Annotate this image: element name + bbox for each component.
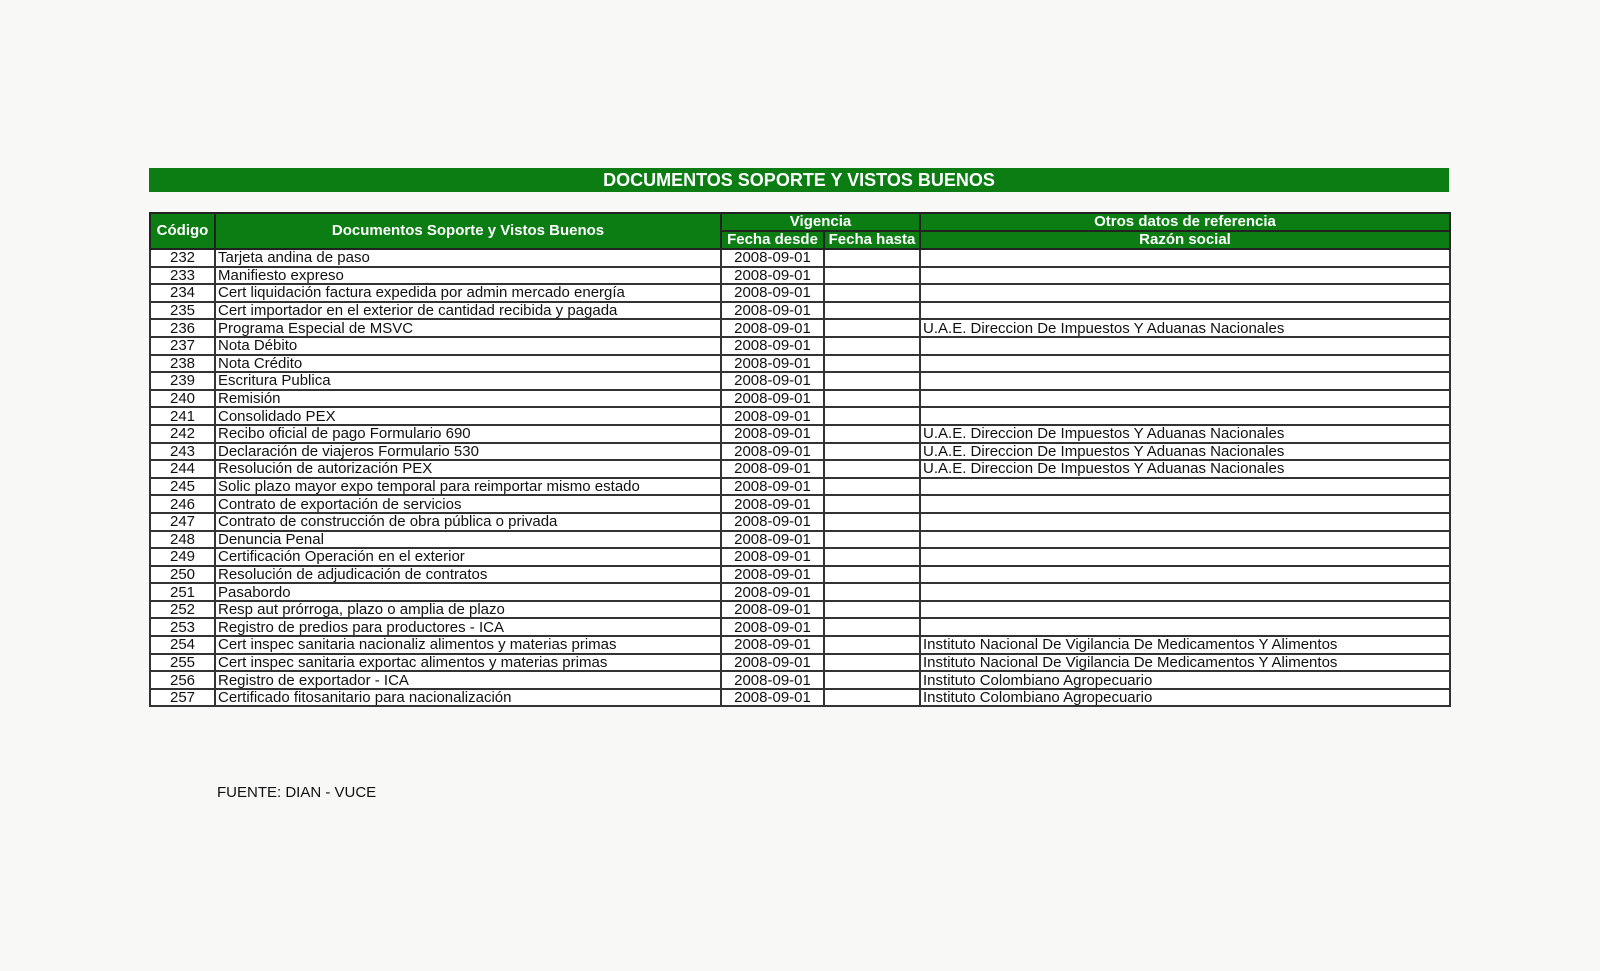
cell-fecha-hasta bbox=[824, 425, 920, 443]
cell-fecha-desde: 2008-09-01 bbox=[721, 671, 824, 689]
cell-codigo: 243 bbox=[150, 443, 215, 461]
cell-documento: Cert inspec sanitaria exportac alimentos y materias primas bbox=[215, 654, 721, 672]
cell-razon-social bbox=[920, 284, 1450, 302]
cell-codigo: 237 bbox=[150, 337, 215, 355]
cell-documento: Manifiesto expreso bbox=[215, 267, 721, 285]
cell-fecha-desde: 2008-09-01 bbox=[721, 618, 824, 636]
header-row bbox=[150, 213, 1450, 231]
table-row bbox=[150, 284, 1450, 302]
cell-fecha-desde: 2008-09-01 bbox=[721, 443, 824, 461]
table-row bbox=[150, 302, 1450, 320]
cell-documento: Cert importador en el exterior de cantidad recibida y pagada bbox=[215, 302, 721, 320]
cell-codigo: 234 bbox=[150, 284, 215, 302]
table-row bbox=[150, 689, 1450, 707]
cell-razon-social bbox=[920, 495, 1450, 513]
header-codigo: Código bbox=[150, 213, 215, 249]
header-razon-social: Razón social bbox=[920, 231, 1450, 249]
cell-codigo: 252 bbox=[150, 601, 215, 619]
cell-documento: Certificado fitosanitario para nacionalización bbox=[215, 689, 721, 707]
cell-codigo: 249 bbox=[150, 548, 215, 566]
table-row bbox=[150, 495, 1450, 513]
cell-razon-social bbox=[920, 337, 1450, 355]
cell-fecha-desde: 2008-09-01 bbox=[721, 372, 824, 390]
cell-codigo: 242 bbox=[150, 425, 215, 443]
cell-codigo: 246 bbox=[150, 495, 215, 513]
cell-fecha-desde: 2008-09-01 bbox=[721, 407, 824, 425]
cell-razon-social: U.A.E. Direccion De Impuestos Y Aduanas Nacionales bbox=[920, 460, 1450, 478]
cell-codigo: 256 bbox=[150, 671, 215, 689]
cell-codigo: 257 bbox=[150, 689, 215, 707]
cell-razon-social: Instituto Colombiano Agropecuario bbox=[920, 689, 1450, 707]
cell-codigo: 236 bbox=[150, 319, 215, 337]
cell-codigo: 233 bbox=[150, 267, 215, 285]
cell-codigo: 247 bbox=[150, 513, 215, 531]
header-vigencia: Vigencia bbox=[721, 213, 920, 231]
table-row bbox=[150, 566, 1450, 584]
cell-razon-social bbox=[920, 566, 1450, 584]
cell-codigo: 251 bbox=[150, 583, 215, 601]
cell-codigo: 254 bbox=[150, 636, 215, 654]
cell-fecha-desde: 2008-09-01 bbox=[721, 390, 824, 408]
cell-codigo: 253 bbox=[150, 618, 215, 636]
cell-documento: Remisión bbox=[215, 390, 721, 408]
cell-codigo: 255 bbox=[150, 654, 215, 672]
cell-documento: Resolución de adjudicación de contratos bbox=[215, 566, 721, 584]
table-row bbox=[150, 355, 1450, 373]
header-fecha-hasta: Fecha hasta bbox=[824, 231, 920, 249]
header-otros-datos: Otros datos de referencia bbox=[920, 213, 1450, 231]
cell-fecha-hasta bbox=[824, 337, 920, 355]
cell-documento: Denuncia Penal bbox=[215, 531, 721, 549]
cell-fecha-desde: 2008-09-01 bbox=[721, 267, 824, 285]
cell-fecha-desde: 2008-09-01 bbox=[721, 531, 824, 549]
cell-codigo: 248 bbox=[150, 531, 215, 549]
cell-razon-social: Instituto Colombiano Agropecuario bbox=[920, 671, 1450, 689]
cell-razon-social bbox=[920, 407, 1450, 425]
cell-fecha-hasta bbox=[824, 319, 920, 337]
cell-fecha-desde: 2008-09-01 bbox=[721, 654, 824, 672]
table-row bbox=[150, 671, 1450, 689]
table-row bbox=[150, 478, 1450, 496]
cell-codigo: 232 bbox=[150, 249, 215, 267]
cell-razon-social bbox=[920, 372, 1450, 390]
header-documentos: Documentos Soporte y Vistos Buenos bbox=[215, 213, 721, 249]
table-row bbox=[150, 548, 1450, 566]
cell-fecha-hasta bbox=[824, 284, 920, 302]
cell-fecha-desde: 2008-09-01 bbox=[721, 636, 824, 654]
cell-fecha-desde: 2008-09-01 bbox=[721, 425, 824, 443]
cell-razon-social: U.A.E. Direccion De Impuestos Y Aduanas Nacionales bbox=[920, 443, 1450, 461]
cell-razon-social bbox=[920, 355, 1450, 373]
table-row bbox=[150, 654, 1450, 672]
cell-razon-social bbox=[920, 390, 1450, 408]
cell-fecha-hasta bbox=[824, 495, 920, 513]
cell-fecha-hasta bbox=[824, 583, 920, 601]
table-row bbox=[150, 407, 1450, 425]
cell-fecha-hasta bbox=[824, 671, 920, 689]
cell-fecha-desde: 2008-09-01 bbox=[721, 513, 824, 531]
table-row bbox=[150, 636, 1450, 654]
table-row bbox=[150, 390, 1450, 408]
cell-fecha-hasta bbox=[824, 460, 920, 478]
cell-fecha-desde: 2008-09-01 bbox=[721, 302, 824, 320]
table-row bbox=[150, 443, 1450, 461]
cell-documento: Escritura Publica bbox=[215, 372, 721, 390]
cell-fecha-hasta bbox=[824, 249, 920, 267]
cell-razon-social bbox=[920, 618, 1450, 636]
table-row bbox=[150, 618, 1450, 636]
cell-documento: Contrato de construcción de obra pública o privada bbox=[215, 513, 721, 531]
cell-fecha-desde: 2008-09-01 bbox=[721, 284, 824, 302]
cell-documento: Contrato de exportación de servicios bbox=[215, 495, 721, 513]
cell-documento: Cert liquidación factura expedida por admin mercado energía bbox=[215, 284, 721, 302]
cell-fecha-desde: 2008-09-01 bbox=[721, 319, 824, 337]
cell-razon-social bbox=[920, 601, 1450, 619]
header-fecha-desde: Fecha desde bbox=[721, 231, 824, 249]
cell-fecha-hasta bbox=[824, 654, 920, 672]
cell-fecha-desde: 2008-09-01 bbox=[721, 478, 824, 496]
cell-fecha-hasta bbox=[824, 689, 920, 707]
table-row bbox=[150, 583, 1450, 601]
cell-fecha-hasta bbox=[824, 548, 920, 566]
cell-codigo: 241 bbox=[150, 407, 215, 425]
cell-fecha-hasta bbox=[824, 407, 920, 425]
cell-codigo: 244 bbox=[150, 460, 215, 478]
cell-documento: Certificación Operación en el exterior bbox=[215, 548, 721, 566]
cell-fecha-desde: 2008-09-01 bbox=[721, 249, 824, 267]
cell-fecha-hasta bbox=[824, 601, 920, 619]
table-row bbox=[150, 249, 1450, 267]
cell-documento: Programa Especial de MSVC bbox=[215, 319, 721, 337]
cell-fecha-hasta bbox=[824, 531, 920, 549]
table-row bbox=[150, 425, 1450, 443]
cell-fecha-desde: 2008-09-01 bbox=[721, 460, 824, 478]
cell-fecha-hasta bbox=[824, 513, 920, 531]
table-row bbox=[150, 337, 1450, 355]
cell-fecha-desde: 2008-09-01 bbox=[721, 583, 824, 601]
cell-fecha-hasta bbox=[824, 372, 920, 390]
cell-razon-social: Instituto Nacional De Vigilancia De Medicamentos Y Alimentos bbox=[920, 636, 1450, 654]
table-row bbox=[150, 267, 1450, 285]
cell-codigo: 238 bbox=[150, 355, 215, 373]
cell-codigo: 239 bbox=[150, 372, 215, 390]
cell-documento: Declaración de viajeros Formulario 530 bbox=[215, 443, 721, 461]
cell-fecha-desde: 2008-09-01 bbox=[721, 689, 824, 707]
cell-documento: Cert inspec sanitaria nacionaliz alimentos y materias primas bbox=[215, 636, 721, 654]
page-title: DOCUMENTOS SOPORTE Y VISTOS BUENOS bbox=[149, 168, 1449, 192]
cell-fecha-desde: 2008-09-01 bbox=[721, 337, 824, 355]
cell-fecha-hasta bbox=[824, 390, 920, 408]
cell-codigo: 245 bbox=[150, 478, 215, 496]
cell-razon-social bbox=[920, 267, 1450, 285]
cell-fecha-desde: 2008-09-01 bbox=[721, 355, 824, 373]
cell-documento: Tarjeta andina de paso bbox=[215, 249, 721, 267]
cell-documento: Consolidado PEX bbox=[215, 407, 721, 425]
cell-documento: Nota Débito bbox=[215, 337, 721, 355]
cell-documento: Registro de exportador - ICA bbox=[215, 671, 721, 689]
cell-codigo: 235 bbox=[150, 302, 215, 320]
cell-fecha-desde: 2008-09-01 bbox=[721, 495, 824, 513]
cell-razon-social bbox=[920, 478, 1450, 496]
cell-fecha-hasta bbox=[824, 566, 920, 584]
cell-fecha-desde: 2008-09-01 bbox=[721, 601, 824, 619]
cell-fecha-hasta bbox=[824, 478, 920, 496]
table-row bbox=[150, 319, 1450, 337]
cell-fecha-desde: 2008-09-01 bbox=[721, 566, 824, 584]
cell-fecha-hasta bbox=[824, 267, 920, 285]
table-row bbox=[150, 460, 1450, 478]
cell-codigo: 250 bbox=[150, 566, 215, 584]
cell-razon-social bbox=[920, 583, 1450, 601]
cell-codigo: 240 bbox=[150, 390, 215, 408]
cell-fecha-hasta bbox=[824, 618, 920, 636]
table-row bbox=[150, 372, 1450, 390]
cell-razon-social bbox=[920, 513, 1450, 531]
table-row bbox=[150, 601, 1450, 619]
source-note: FUENTE: DIAN - VUCE bbox=[217, 784, 377, 801]
cell-razon-social: U.A.E. Direccion De Impuestos Y Aduanas Nacionales bbox=[920, 319, 1450, 337]
cell-razon-social: U.A.E. Direccion De Impuestos Y Aduanas Nacionales bbox=[920, 425, 1450, 443]
cell-razon-social: Instituto Nacional De Vigilancia De Medicamentos Y Alimentos bbox=[920, 654, 1450, 672]
cell-documento: Registro de predios para productores - ICA bbox=[215, 618, 721, 636]
table-row bbox=[150, 513, 1450, 531]
cell-fecha-hasta bbox=[824, 443, 920, 461]
cell-razon-social bbox=[920, 531, 1450, 549]
cell-documento: Solic plazo mayor expo temporal para reimportar mismo estado bbox=[215, 478, 721, 496]
cell-razon-social bbox=[920, 302, 1450, 320]
documents-table bbox=[149, 212, 1451, 707]
cell-documento: Pasabordo bbox=[215, 583, 721, 601]
cell-razon-social bbox=[920, 548, 1450, 566]
cell-documento: Resp aut prórroga, plazo o amplia de plazo bbox=[215, 601, 721, 619]
cell-documento: Recibo oficial de pago Formulario 690 bbox=[215, 425, 721, 443]
cell-fecha-hasta bbox=[824, 636, 920, 654]
cell-documento: Resolución de autorización PEX bbox=[215, 460, 721, 478]
table-row bbox=[150, 531, 1450, 549]
cell-fecha-desde: 2008-09-01 bbox=[721, 548, 824, 566]
cell-razon-social bbox=[920, 249, 1450, 267]
cell-fecha-hasta bbox=[824, 355, 920, 373]
cell-documento: Nota Crédito bbox=[215, 355, 721, 373]
cell-fecha-hasta bbox=[824, 302, 920, 320]
